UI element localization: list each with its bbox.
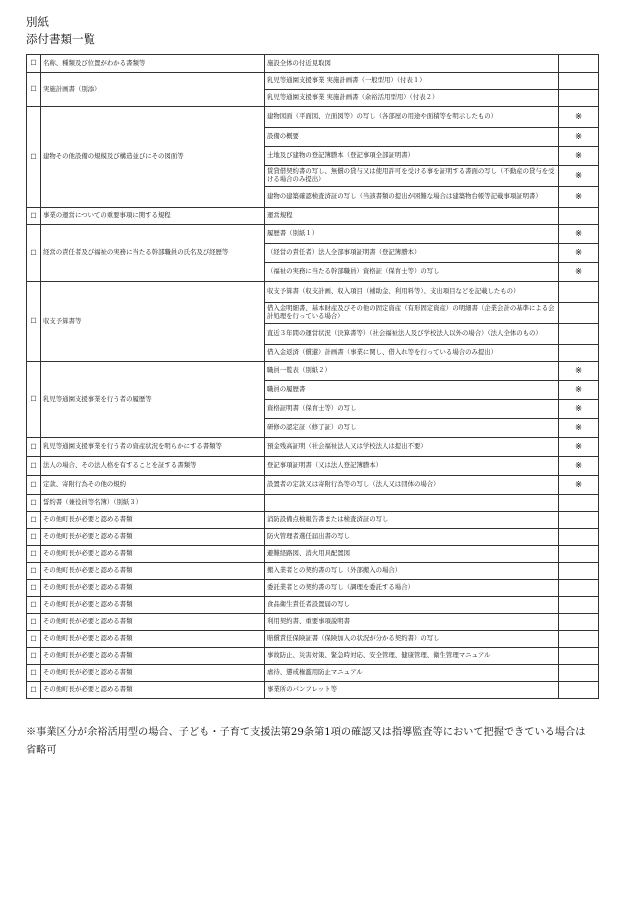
attachment-table-body bbox=[27, 55, 599, 699]
category-cell: 乳児等通園支援事業を行う者の資産状況を明らかにする書類等 bbox=[41, 438, 265, 457]
mark-cell bbox=[559, 208, 599, 225]
document-cell: 設置者の定款又は寄附行為等の写し（法人又は団体の場合） bbox=[265, 476, 559, 495]
mark-cell bbox=[559, 282, 599, 303]
mark-cell bbox=[559, 563, 599, 580]
document-cell: 乳児等通園支援事業 実施計画書（一般型用）（付表１） bbox=[265, 73, 559, 90]
category-cell: その他町長が必要と認める書類 bbox=[41, 631, 265, 648]
mark-cell bbox=[559, 682, 599, 699]
table-row bbox=[27, 682, 599, 699]
category-cell: 建物その他設備の規模及び構造並びにその図面等 bbox=[41, 107, 265, 208]
mark-cell bbox=[559, 55, 599, 73]
document-cell: 職員の履歴書 bbox=[265, 381, 559, 400]
document-cell: 施設全体の付近見取図 bbox=[265, 55, 559, 73]
document-cell: 職員一覧表（別紙２） bbox=[265, 362, 559, 381]
checkbox[interactable]: ☐ bbox=[27, 55, 41, 73]
document-cell: 避難経路図、消火用具配置図 bbox=[265, 546, 559, 563]
mark-cell: ※ bbox=[559, 187, 599, 208]
mark-cell bbox=[559, 648, 599, 665]
mark-cell: ※ bbox=[559, 244, 599, 263]
table-row bbox=[27, 282, 599, 303]
table-row bbox=[27, 495, 599, 512]
table-row bbox=[27, 614, 599, 631]
document-cell: 建物図面（平面図、立面図等）の写し（各部屋の用途や面積等を明示したもの） bbox=[265, 107, 559, 128]
table-row bbox=[27, 107, 599, 128]
category-cell: その他町長が必要と認める書類 bbox=[41, 648, 265, 665]
category-cell: 経営の責任者及び福祉の実務に当たる幹部職員の氏名及び経歴等 bbox=[41, 225, 265, 282]
category-cell: その他町長が必要と認める書類 bbox=[41, 563, 265, 580]
table-row bbox=[27, 665, 599, 682]
document-cell: 賠償責任保険証書（保険加入の状況が分かる契約書）の写し bbox=[265, 631, 559, 648]
checkbox[interactable]: ☐ bbox=[27, 648, 41, 665]
mark-cell bbox=[559, 303, 599, 324]
document-cell: 設備の概要 bbox=[265, 128, 559, 147]
table-row bbox=[27, 55, 599, 73]
category-cell: 定款、寄附行為その他の規約 bbox=[41, 476, 265, 495]
checkbox[interactable]: ☐ bbox=[27, 73, 41, 107]
mark-cell bbox=[559, 614, 599, 631]
document-cell: 防火管理者選任届出書の写し bbox=[265, 529, 559, 546]
category-cell: 事業の運営についての重要事項に関する規程 bbox=[41, 208, 265, 225]
category-cell: その他町長が必要と認める書類 bbox=[41, 597, 265, 614]
checkbox[interactable]: ☐ bbox=[27, 614, 41, 631]
betsushi-label: 別紙 bbox=[26, 15, 49, 29]
mark-cell bbox=[559, 90, 599, 107]
document-cell: 借入金返済（償還）計画書（事業に関し、借入れ等を行っている場合のみ提出） bbox=[265, 345, 559, 362]
checkbox[interactable]: ☐ bbox=[27, 631, 41, 648]
document-cell bbox=[265, 495, 559, 512]
mark-cell bbox=[559, 512, 599, 529]
mark-cell: ※ bbox=[559, 263, 599, 282]
checkbox[interactable]: ☐ bbox=[27, 225, 41, 282]
document-cell: 委託業者との契約書の写し（調理を委託する場合） bbox=[265, 580, 559, 597]
mark-cell bbox=[559, 495, 599, 512]
checkbox[interactable]: ☐ bbox=[27, 457, 41, 476]
category-cell: 乳児等通園支援事業を行う者の履歴等 bbox=[41, 362, 265, 438]
mark-cell: ※ bbox=[559, 128, 599, 147]
table-row bbox=[27, 208, 599, 225]
document-cell: 借入金明細書、基本財産及びその他の固定資産（有形固定資産）の明細書（企業会計の基準による会計処理を行っている場合） bbox=[265, 303, 559, 324]
document-cell: 預金残高証明（社会福祉法人又は学校法人は提出不要） bbox=[265, 438, 559, 457]
mark-cell: ※ bbox=[559, 107, 599, 128]
attachment-table bbox=[26, 54, 599, 699]
document-cell: 建物の建築確認検査済証の写し（当該書類の提出が困難な場合は建築物台帳等記載事項証明書） bbox=[265, 187, 559, 208]
table-row bbox=[27, 563, 599, 580]
table-row bbox=[27, 529, 599, 546]
checkbox[interactable]: ☐ bbox=[27, 208, 41, 225]
checkbox[interactable]: ☐ bbox=[27, 362, 41, 438]
mark-cell: ※ bbox=[559, 438, 599, 457]
mark-cell bbox=[559, 324, 599, 345]
document-cell: 運営規程 bbox=[265, 208, 559, 225]
table-row bbox=[27, 631, 599, 648]
document-cell: 資格証明書（保育士等）の写し bbox=[265, 400, 559, 419]
mark-cell: ※ bbox=[559, 419, 599, 438]
document-cell: 賃貸借契約書の写し、無償の貸与又は使用許可を受ける事を証明する書面の写し（不動産の貸与を受ける場合のみ提出） bbox=[265, 166, 559, 187]
checkbox[interactable]: ☐ bbox=[27, 529, 41, 546]
table-row bbox=[27, 597, 599, 614]
table-row bbox=[27, 648, 599, 665]
checkbox[interactable]: ☐ bbox=[27, 282, 41, 362]
document-cell: 利用契約書、重要事項説明書 bbox=[265, 614, 559, 631]
table-row bbox=[27, 225, 599, 244]
document-cell: 乳児等通園支援事業 実施計画書（余裕活用型用）（付表２） bbox=[265, 90, 559, 107]
category-cell: その他町長が必要と認める書類 bbox=[41, 682, 265, 699]
table-row bbox=[27, 546, 599, 563]
checkbox[interactable]: ☐ bbox=[27, 107, 41, 208]
category-cell: その他町長が必要と認める書類 bbox=[41, 614, 265, 631]
checkbox[interactable]: ☐ bbox=[27, 563, 41, 580]
category-cell: 実施計画書（別添） bbox=[41, 73, 265, 107]
table-row bbox=[27, 438, 599, 457]
checkbox[interactable]: ☐ bbox=[27, 438, 41, 457]
category-cell: 収支予算書等 bbox=[41, 282, 265, 362]
table-row bbox=[27, 580, 599, 597]
category-cell: 名称、種類及び位置がわかる書類等 bbox=[41, 55, 265, 73]
mark-cell: ※ bbox=[559, 476, 599, 495]
checkbox[interactable]: ☐ bbox=[27, 665, 41, 682]
mark-cell bbox=[559, 580, 599, 597]
category-cell: その他町長が必要と認める書類 bbox=[41, 580, 265, 597]
document-cell: 搬入業者との契約書の写し（外部搬入の場合） bbox=[265, 563, 559, 580]
mark-cell: ※ bbox=[559, 147, 599, 166]
checkbox[interactable]: ☐ bbox=[27, 597, 41, 614]
document-cell: 事業所のパンフレット等 bbox=[265, 682, 559, 699]
category-cell: その他町長が必要と認める書類 bbox=[41, 546, 265, 563]
mark-cell bbox=[559, 631, 599, 648]
checkbox[interactable]: ☐ bbox=[27, 580, 41, 597]
mark-cell: ※ bbox=[559, 362, 599, 381]
table-row bbox=[27, 362, 599, 381]
document-cell: 履歴書（別紙１） bbox=[265, 225, 559, 244]
mark-cell bbox=[559, 546, 599, 563]
mark-cell bbox=[559, 73, 599, 90]
mark-cell: ※ bbox=[559, 225, 599, 244]
document-cell: 食品衛生責任者設置届の写し bbox=[265, 597, 559, 614]
mark-cell: ※ bbox=[559, 400, 599, 419]
document-cell: 直近３年間の運営状況（決算書等）（社会福祉法人及び学校法人以外の場合）（法人全体のもの） bbox=[265, 324, 559, 345]
category-cell: 法人の場合、その法人格を有することを証する書類等 bbox=[41, 457, 265, 476]
checkbox[interactable]: ☐ bbox=[27, 495, 41, 512]
mark-cell: ※ bbox=[559, 457, 599, 476]
table-row bbox=[27, 512, 599, 529]
table-row bbox=[27, 73, 599, 90]
mark-cell bbox=[559, 665, 599, 682]
checkbox[interactable]: ☐ bbox=[27, 682, 41, 699]
mark-cell: ※ bbox=[559, 381, 599, 400]
footnote: ※事業区分が余裕活用型の場合、子ども・子育て支援法第29条第1項の確認又は指導監査等において把握できている場合は省略可 bbox=[26, 727, 586, 756]
document-cell: 事故防止、災害対策、緊急時対応、安全管理、健康管理、衛生管理マニュアル bbox=[265, 648, 559, 665]
checkbox[interactable]: ☐ bbox=[27, 512, 41, 529]
table-row bbox=[27, 476, 599, 495]
document-cell: （福祉の実務に当たる幹部職員）資格証（保育士等）の写し bbox=[265, 263, 559, 282]
mark-cell: ※ bbox=[559, 166, 599, 187]
document-cell: 消防設備点検報告書または検査済証の写し bbox=[265, 512, 559, 529]
document-cell: 収支予算書（収支計画、収入項目（補助金、利用料等）、支出項目などを記載したもの） bbox=[265, 282, 559, 303]
mark-cell bbox=[559, 597, 599, 614]
document-cell: 土地及び建物の登記簿謄本（登記事項全部証明書） bbox=[265, 147, 559, 166]
category-cell: 誓約書（兼役員等名簿）（別紙３） bbox=[41, 495, 265, 512]
category-cell: その他町長が必要と認める書類 bbox=[41, 529, 265, 546]
page-title: 添付書類一覧 bbox=[26, 32, 95, 46]
category-cell: その他町長が必要と認める書類 bbox=[41, 665, 265, 682]
checkbox[interactable]: ☐ bbox=[27, 476, 41, 495]
table-row bbox=[27, 457, 599, 476]
mark-cell bbox=[559, 345, 599, 362]
document-cell: 研修の認定証（修了証）の写し bbox=[265, 419, 559, 438]
document-cell: （経営の責任者）法人全部事項証明書（登記簿謄本） bbox=[265, 244, 559, 263]
mark-cell bbox=[559, 529, 599, 546]
document-cell: 登記事項証明書（又は法人登記簿謄本） bbox=[265, 457, 559, 476]
checkbox[interactable]: ☐ bbox=[27, 546, 41, 563]
category-cell: その他町長が必要と認める書類 bbox=[41, 512, 265, 529]
document-cell: 虐待、懲戒権濫用防止マニュアル bbox=[265, 665, 559, 682]
